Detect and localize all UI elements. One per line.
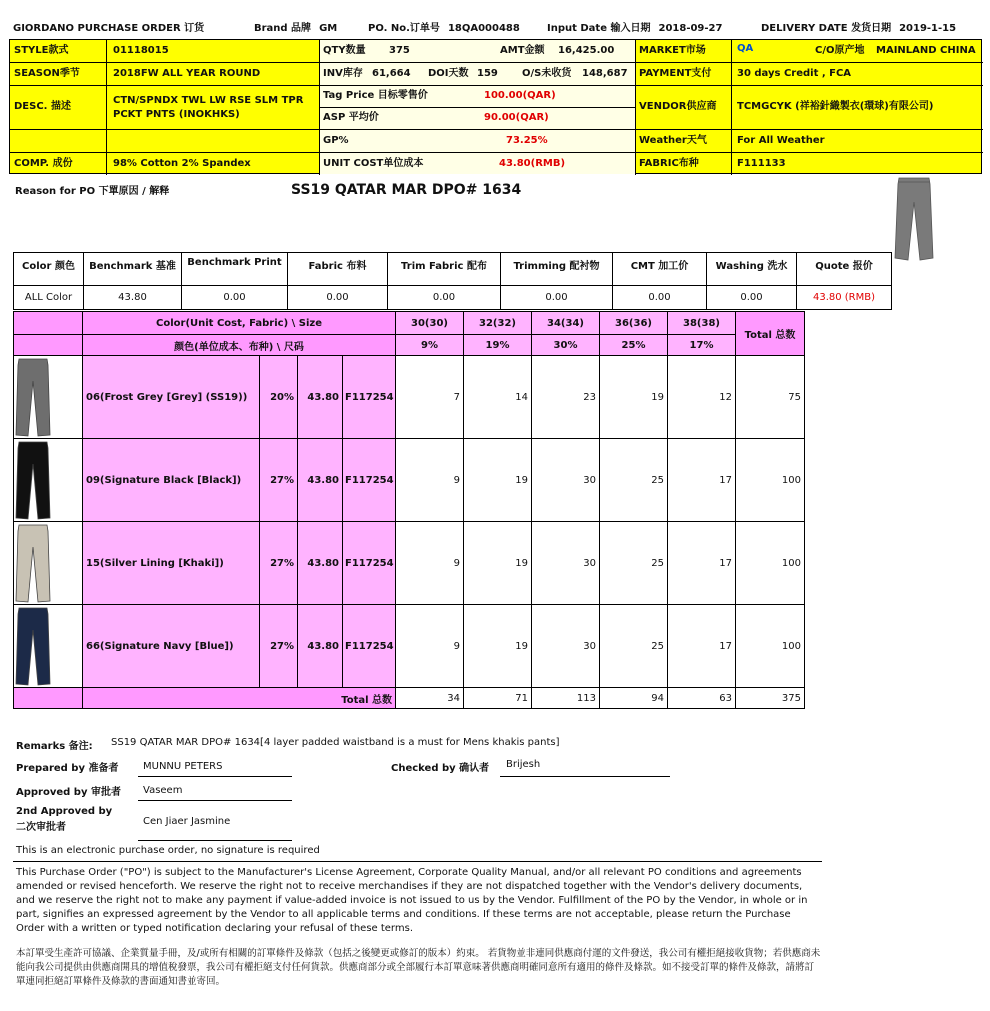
color-cost: 43.80: [298, 605, 343, 688]
qty-30: 9: [396, 522, 464, 605]
co-label: C/O原产地: [815, 45, 865, 56]
row-total: 100: [736, 605, 805, 688]
benchmark-header-row: [14, 253, 892, 286]
style-value: 01118015: [113, 45, 169, 56]
tag-price-value: 100.00(QAR): [484, 90, 556, 101]
weather-label: Weather天气: [639, 135, 707, 146]
bench-header-color: Color 颜色: [14, 253, 84, 286]
qty-32: 19: [464, 605, 532, 688]
season-label: SEASON季节: [14, 68, 80, 79]
second-approved-label-cn: 二次审批者: [16, 822, 66, 833]
row-total: 100: [736, 439, 805, 522]
color-pct: 27%: [260, 522, 298, 605]
delivery-date-field: [761, 19, 956, 34]
table-row: [14, 605, 805, 688]
bench-header-trim-fabric: Trim Fabric 配布: [388, 253, 501, 286]
comp-label: COMP. 成份: [14, 158, 73, 169]
size-pct-38: 17%: [668, 335, 736, 356]
bench-value-color: ALL Color: [14, 286, 84, 310]
terms-chinese: 本訂單受生產許可協議、企業質量手冊，及/或所有相關的訂單條件及條款（包括之後變更或修訂的版本）約束。 若貨物並非連同供應商付運的文件發送，我公司有權拒絕接收貨物；若供應商未能向我公司提供由供應商開具的增值稅發票，我公司有權拒絕支付任何貨款。供應商部分或全部履行本訂單意味著供應商明確同意所有適用的條件及條款。如不接受訂單的條件及條款，請將訂單連同拒絕訂單條件及條款的書面通知書並寄回。: [16, 948, 821, 987]
checked-by-label: Checked by 确认者: [391, 763, 490, 774]
brand-label: Brand 品牌: [254, 23, 312, 34]
size-pct-30: 9%: [396, 335, 464, 356]
color-swatch-cell: [14, 356, 83, 439]
approved-by-label: Approved by 审批者: [16, 787, 121, 798]
po-reason-title: SS19 QATAR MAR DPO# 1634: [291, 182, 522, 198]
inv-label: INV库存: [323, 68, 363, 79]
po-number-label: PO. No.订单号: [368, 23, 440, 34]
size-breakdown-table: [13, 311, 805, 709]
total-38: 63: [668, 688, 736, 709]
fabric-label: FABRIC布种: [639, 158, 699, 169]
asp-label: ASP 平均价: [323, 112, 379, 123]
size-header-38: 38(38): [668, 312, 736, 335]
benchmark-value-row: [14, 286, 892, 310]
color-pct: 27%: [260, 605, 298, 688]
bench-header-washing: Washing 洗水: [707, 253, 797, 286]
bench-value-cmt: 0.00: [613, 286, 707, 310]
qty-32: 14: [464, 356, 532, 439]
os-label: O/S未收货: [522, 68, 572, 79]
bench-value-fabric: 0.00: [288, 286, 388, 310]
bench-value-benchmark: 43.80: [84, 286, 182, 310]
total-32: 71: [464, 688, 532, 709]
qty-label: QTY数量: [323, 45, 366, 56]
color-fabric: F117254: [343, 439, 396, 522]
terms-english: This Purchase Order ("PO") is subject to the Manufacturer's License Agreement, Corporate Quality Manual, and/or all relevant PO conditions and agreements amended or revised henceforth. We reserve the right not to receive merchandises if they are not dispatched together with the Vendor's delivery documents, and we reserve the right not to make any payment if value-added invoice is not issued to us by the Vendor. Fulfillment of the PO by the Vendor, in whole or in part, signifies an expressed agreement by the Vendor to all applicable terms and conditions. If these terms are not acceptable, please return the Purchase Order with a written or typed notification declaring your refusal of these terms.: [16, 867, 808, 934]
input-date-field: [547, 19, 722, 34]
size-header-en: Color(Unit Cost, Fabric) \ Size: [83, 312, 396, 335]
delivery-date-value: 2019-1-15: [899, 23, 957, 34]
inv-value: 61,664: [372, 68, 411, 79]
pants-icon: [15, 440, 51, 520]
comp-value: 98% Cotton 2% Spandex: [113, 158, 251, 169]
color-pct: 20%: [260, 356, 298, 439]
size-pct-34: 30%: [532, 335, 600, 356]
remarks-label: Remarks 备注:: [16, 741, 93, 752]
weather-value: For All Weather: [737, 135, 825, 146]
approved-by-line: [138, 800, 292, 801]
season-value: 2018FW ALL YEAR ROUND: [113, 68, 261, 79]
doi-label: DOI天数: [428, 68, 469, 79]
qty-34: 30: [532, 439, 600, 522]
row-total: 100: [736, 522, 805, 605]
color-cost: 43.80: [298, 522, 343, 605]
size-header-32: 32(32): [464, 312, 532, 335]
payment-label: PAYMENT支付: [639, 68, 712, 79]
vendor-value: TCMGCYK (祥裕針織製衣(環球)有限公司): [737, 101, 934, 112]
pants-icon: [15, 523, 51, 603]
company-title: GIORDANO PURCHASE ORDER 订货: [13, 23, 205, 34]
color-fabric: F117254: [343, 356, 396, 439]
brand-field: [254, 19, 337, 34]
color-swatch-cell: [14, 439, 83, 522]
vendor-label: VENDOR供应商: [639, 101, 717, 112]
prepared-by-line: [138, 776, 292, 777]
bench-value-trim-fabric: 0.00: [388, 286, 501, 310]
color-cost: 43.80: [298, 439, 343, 522]
size-total-row: [14, 688, 805, 709]
po-number-value: 18QA000488: [447, 23, 520, 34]
po-number-field: [368, 19, 520, 34]
desc-label: DESC. 描述: [14, 101, 71, 112]
prepared-by-label: Prepared by 准备者: [16, 763, 119, 774]
total-30: 34: [396, 688, 464, 709]
unit-cost-label: UNIT COST单位成本: [323, 158, 424, 169]
size-header-34: 34(34): [532, 312, 600, 335]
qty-34: 30: [532, 605, 600, 688]
doi-value: 159: [477, 68, 498, 79]
table-row: [14, 522, 805, 605]
second-approved-value: Cen Jiaer Jasmine: [143, 816, 231, 827]
asp-value: 90.00(QAR): [484, 112, 549, 123]
size-header-cn: 颜色(单位成本、布种) \ 尺码: [83, 335, 396, 356]
color-swatch-cell: [14, 605, 83, 688]
market-value: QA: [737, 43, 754, 54]
bench-value-washing: 0.00: [707, 286, 797, 310]
po-info-panel: [9, 39, 982, 174]
footer-divider: [13, 861, 822, 862]
size-pct-36: 25%: [600, 335, 668, 356]
bench-value-benchmark-print: 0.00: [182, 286, 288, 310]
qty-36: 25: [600, 522, 668, 605]
grand-total: 375: [736, 688, 805, 709]
brand-value: GM: [319, 23, 338, 34]
row-total: 75: [736, 356, 805, 439]
qty-36: 19: [600, 356, 668, 439]
total-34: 113: [532, 688, 600, 709]
qty-value: 375: [389, 45, 410, 56]
bench-header-benchmark-print: Benchmark Print: [182, 253, 288, 286]
product-pants-image: [893, 176, 935, 262]
table-row: [14, 439, 805, 522]
size-header-36: 36(36): [600, 312, 668, 335]
table-row: [14, 356, 805, 439]
os-value: 148,687: [582, 68, 628, 79]
size-pct-32: 19%: [464, 335, 532, 356]
qty-38: 17: [668, 522, 736, 605]
checked-by-value: Brijesh: [506, 759, 541, 770]
color-name: 66(Signature Navy [Blue]): [83, 605, 260, 688]
color-name: 15(Silver Lining [Khaki]): [83, 522, 260, 605]
bench-header-quote: Quote 报价: [797, 253, 892, 286]
fabric-value: F111133: [737, 158, 786, 169]
color-pct: 27%: [260, 439, 298, 522]
bench-header-benchmark: Benchmark 基准: [84, 253, 182, 286]
amt-value: 16,425.00: [558, 45, 615, 56]
tag-price-label: Tag Price 目标零售价: [323, 90, 428, 101]
qty-36: 25: [600, 439, 668, 522]
qty-38: 17: [668, 605, 736, 688]
color-fabric: F117254: [343, 605, 396, 688]
color-name: 09(Signature Black [Black]): [83, 439, 260, 522]
bench-header-cmt: CMT 加工价: [613, 253, 707, 286]
qty-30: 7: [396, 356, 464, 439]
qty-36: 25: [600, 605, 668, 688]
bench-value-quote: 43.80 (RMB): [797, 286, 892, 310]
gp-label: GP%: [323, 135, 349, 146]
electronic-po-note: This is an electronic purchase order, no signature is required: [16, 845, 320, 856]
desc-value-line1: CTN/SPNDX TWL LW RSE SLM TPR: [113, 95, 304, 106]
input-date-value: 2018-09-27: [658, 23, 723, 34]
style-label: STYLE款式: [14, 45, 69, 56]
qty-34: 30: [532, 522, 600, 605]
gp-value: 73.25%: [506, 135, 548, 146]
input-date-label: Input Date 输入日期: [547, 23, 651, 34]
color-name: 06(Frost Grey [Grey] (SS19)): [83, 356, 260, 439]
pants-icon: [15, 357, 51, 437]
total-36: 94: [600, 688, 668, 709]
color-swatch-cell: [14, 522, 83, 605]
unit-cost-value: 43.80(RMB): [499, 158, 566, 169]
bench-header-fabric: Fabric 布料: [288, 253, 388, 286]
approved-by-value: Vaseem: [143, 785, 183, 796]
size-header-total: Total 总数: [736, 312, 805, 356]
remarks-text: SS19 QATAR MAR DPO# 1634[4 layer padded waistband is a must for Mens khakis pants]: [111, 737, 560, 748]
amt-label: AMT金额: [500, 45, 545, 56]
qty-38: 12: [668, 356, 736, 439]
reason-label: Reason for PO 下單原因 / 解释: [15, 186, 170, 197]
qty-30: 9: [396, 605, 464, 688]
co-value: MAINLAND CHINA: [876, 45, 976, 56]
qty-34: 23: [532, 356, 600, 439]
size-pct-row: [14, 335, 805, 356]
payment-value: 30 days Credit , FCA: [737, 68, 852, 79]
bench-header-trimming: Trimming 配衬物: [501, 253, 613, 286]
qty-32: 19: [464, 439, 532, 522]
qty-38: 17: [668, 439, 736, 522]
benchmark-table: [13, 252, 892, 310]
prepared-by-value: MUNNU PETERS: [143, 761, 223, 772]
total-row-label: Total 总数: [83, 688, 396, 709]
qty-32: 19: [464, 522, 532, 605]
qty-30: 9: [396, 439, 464, 522]
second-approved-label-en: 2nd Approved by: [16, 806, 113, 817]
bench-value-trimming: 0.00: [501, 286, 613, 310]
checked-by-line: [500, 776, 670, 777]
delivery-date-label: DELIVERY DATE 发货日期: [761, 23, 892, 34]
size-header-30: 30(30): [396, 312, 464, 335]
size-header-row: [14, 312, 805, 335]
color-cost: 43.80: [298, 356, 343, 439]
second-approved-line: [138, 840, 292, 841]
color-fabric: F117254: [343, 522, 396, 605]
desc-value-line2: PCKT PNTS (INOKHKS): [113, 109, 240, 120]
pants-icon: [15, 606, 51, 686]
market-label: MARKET市场: [639, 45, 706, 56]
